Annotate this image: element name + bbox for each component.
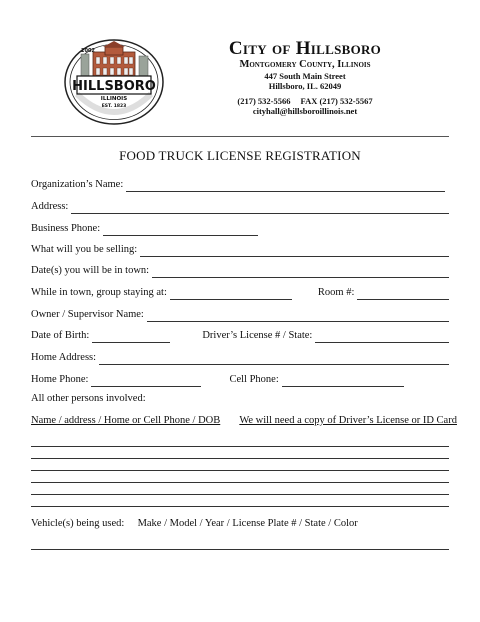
street-address: 447 South Main Street xyxy=(264,71,346,81)
vehicle-line[interactable] xyxy=(31,549,449,550)
license-field[interactable] xyxy=(315,331,449,343)
dates-label: Date(s) you will be in town: xyxy=(31,265,150,276)
owner-row xyxy=(31,306,449,322)
selling-row xyxy=(31,241,449,257)
owner-field[interactable] xyxy=(147,310,449,322)
persons-line-4[interactable] xyxy=(31,482,449,483)
city-seal-logo xyxy=(63,38,165,126)
staying-field[interactable] xyxy=(170,288,292,300)
business-phone-label: Business Phone: xyxy=(31,223,101,234)
dates-row xyxy=(31,262,449,278)
address-field[interactable] xyxy=(71,202,449,214)
seal-city-name: HILLSBORO xyxy=(72,79,156,94)
phone-number: (217) 532-5566 xyxy=(237,96,291,106)
home-phone-field[interactable] xyxy=(91,375,201,387)
dates-field[interactable] xyxy=(152,266,449,278)
cell-phone-label: Cell Phone: xyxy=(229,374,279,385)
persons-header: Name / address / Home or Cell Phone / DOB xyxy=(31,415,221,426)
seal-year: 2002 xyxy=(81,48,95,54)
seal-established: EST. 1823 xyxy=(101,104,127,109)
license-label: Driver’s License # / State: xyxy=(202,330,313,341)
selling-field[interactable] xyxy=(140,245,449,257)
vehicle-fields: Make / Model / Year / License Plate # / State / Color xyxy=(137,518,358,529)
address-label: Address: xyxy=(31,201,69,212)
persons-line-6[interactable] xyxy=(31,506,449,507)
others-label: All other persons involved: xyxy=(31,393,146,404)
owner-label: Owner / Supervisor Name: xyxy=(31,309,144,320)
room-field[interactable] xyxy=(357,288,449,300)
city-state-zip: Hillsboro, IL. 62049 xyxy=(268,81,342,91)
org-name-label: Organization’s Name: xyxy=(31,179,124,190)
home-phone-label: Home Phone: xyxy=(31,374,89,385)
others-row xyxy=(31,392,449,408)
county-name: Montgomery County, Illinois xyxy=(239,59,371,70)
seal-state: ILLINOIS xyxy=(100,96,128,102)
business-phone-row xyxy=(31,220,449,236)
home-address-field[interactable] xyxy=(99,353,449,365)
home-address-row xyxy=(31,349,449,365)
phones-row xyxy=(31,371,449,387)
letterhead xyxy=(185,38,425,116)
org-name-row xyxy=(31,176,449,192)
persons-line-5[interactable] xyxy=(31,494,449,495)
org-name-field[interactable] xyxy=(126,180,445,192)
room-label: Room #: xyxy=(317,287,355,298)
copy-note: We will need a copy of Driver’s License or ID Card xyxy=(239,415,457,426)
fax-number: FAX (217) 532-5567 xyxy=(300,96,373,106)
home-address-label: Home Address: xyxy=(31,352,97,363)
persons-line-2[interactable] xyxy=(31,458,449,459)
dob-label: Date of Birth: xyxy=(31,330,90,341)
vehicle-label: Vehicle(s) being used: xyxy=(31,518,125,529)
phone-fax-line xyxy=(185,96,425,106)
dob-field[interactable] xyxy=(92,331,170,343)
city-name: City of Hillsboro xyxy=(228,38,382,59)
form-title: FOOD TRUCK LICENSE REGISTRATION xyxy=(119,148,361,163)
header-divider xyxy=(31,136,449,137)
staying-row xyxy=(31,284,449,300)
persons-line-3[interactable] xyxy=(31,470,449,471)
cell-phone-field[interactable] xyxy=(282,375,404,387)
persons-line-1[interactable] xyxy=(31,446,449,447)
vehicle-row xyxy=(31,517,449,533)
selling-label: What will you be selling: xyxy=(31,244,138,255)
staying-label: While in town, group staying at: xyxy=(31,287,167,298)
email-address[interactable]: cityhall@hillsboroillinois.net xyxy=(252,106,358,116)
business-phone-field[interactable] xyxy=(103,224,258,236)
address-row xyxy=(31,198,449,214)
dob-license-row xyxy=(31,327,449,343)
persons-header-row xyxy=(31,414,457,430)
